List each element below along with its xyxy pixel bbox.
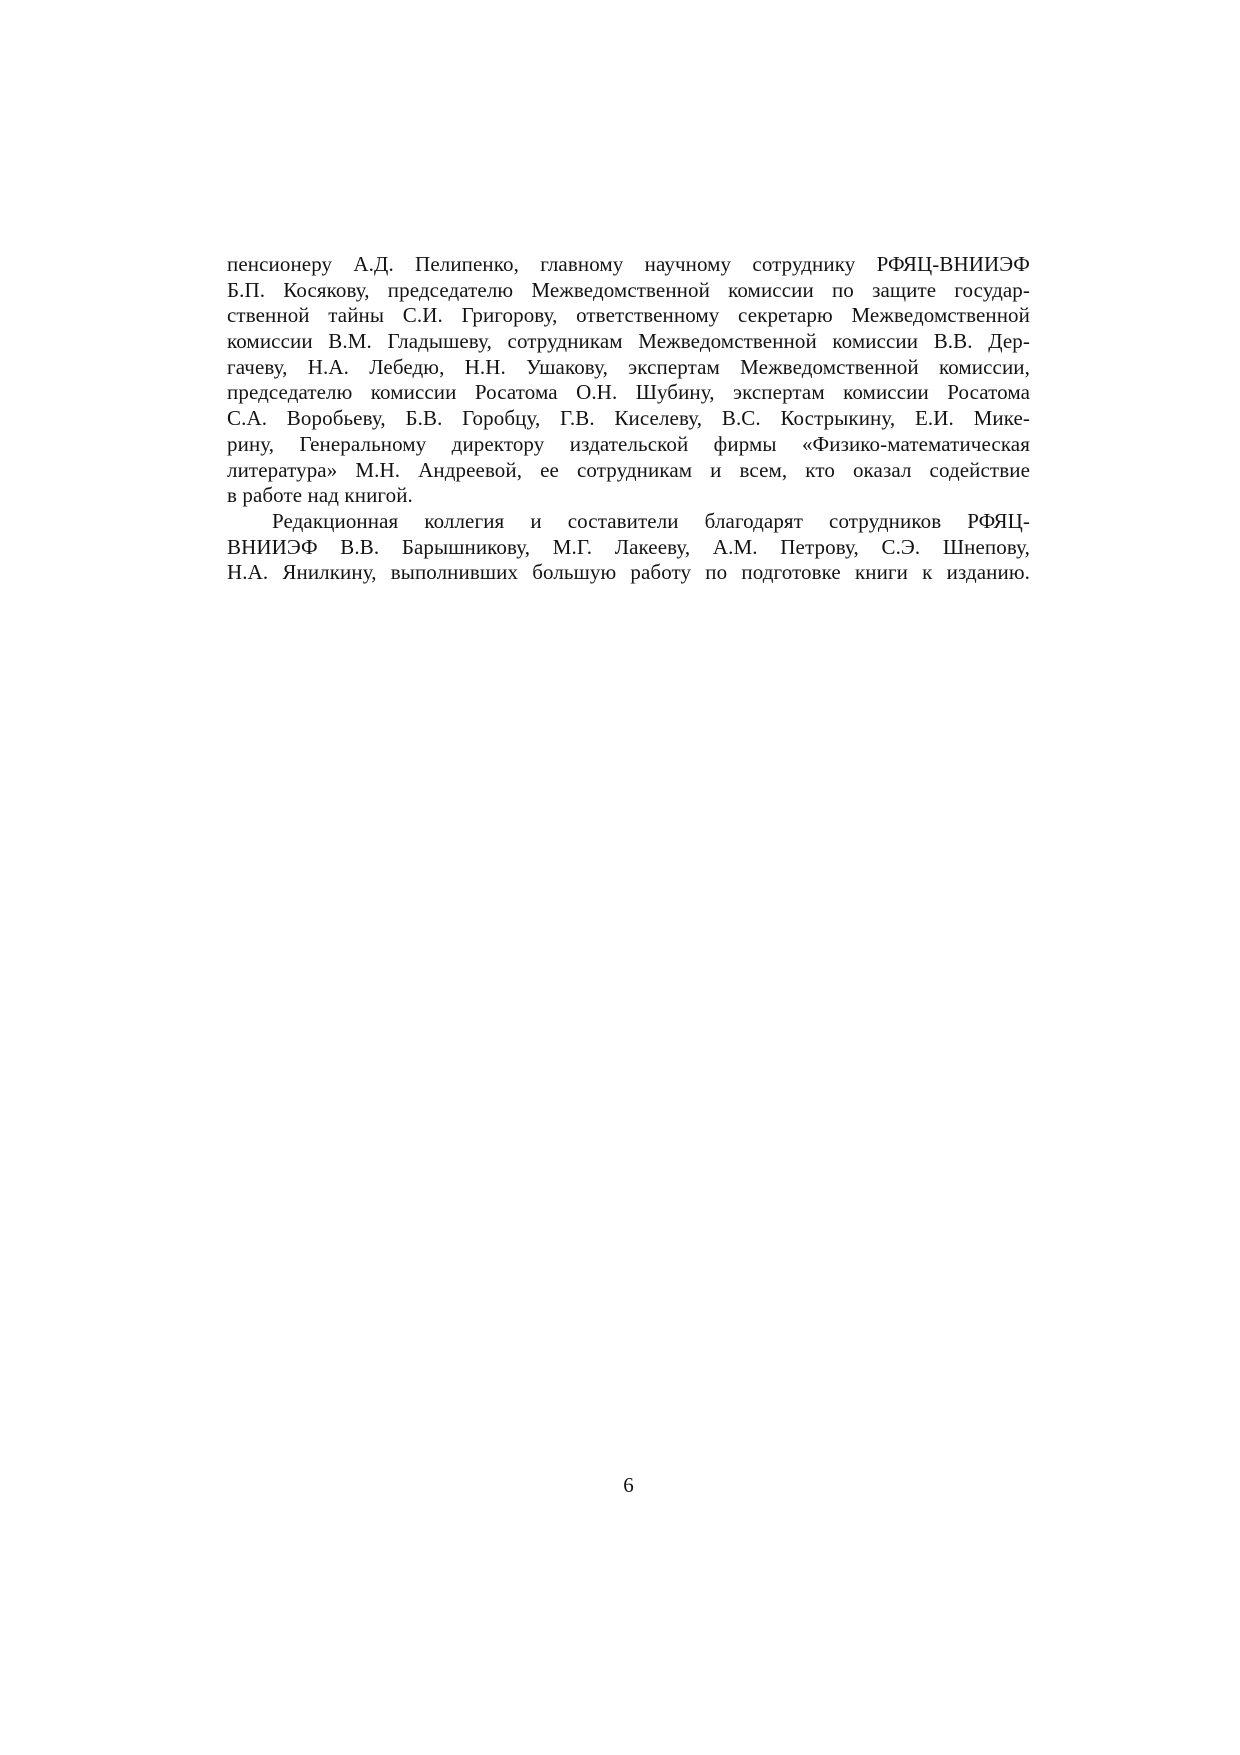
paragraph bbox=[227, 509, 1030, 586]
text-line: рину, Генеральному директору издательской фирмы «Физико-математическая bbox=[227, 431, 1030, 456]
page-number: 6 bbox=[623, 1473, 634, 1497]
text-line: С.А. Воробьеву, Б.В. Горобцу, Г.В. Киселеву, В.С. Кострыкину, Е.И. Мике- bbox=[227, 406, 1030, 431]
body-text bbox=[227, 252, 1030, 586]
text-line: пенсионеру А.Д. Пелипенко, главному научному сотруднику РФЯЦ-ВНИИЭФ bbox=[227, 252, 1030, 276]
text-line: Б.П. Косякову, председателю Межведомственной комиссии по защите государ- bbox=[227, 277, 1030, 302]
text-line: комиссии В.М. Гладышеву, сотрудникам Межведомственной комиссии В.В. Дер- bbox=[227, 329, 1030, 354]
text-line: в работе над книгой. bbox=[227, 483, 413, 508]
text-line: Н.А. Янилкину, выполнивших большую работу по подготовке книги к изданию. bbox=[227, 560, 1030, 585]
text-line: председателю комиссии Росатома О.Н. Шубину, экспертам комиссии Росатома bbox=[227, 380, 1030, 405]
text-line: гачеву, Н.А. Лебедю, Н.Н. Ушакову, экспертам Межведомственной комиссии, bbox=[227, 354, 1030, 379]
text-line: литература» М.Н. Андреевой, ее сотрудникам и всем, кто оказал содействие bbox=[227, 457, 1030, 482]
text-line: ВНИИЭФ В.В. Барышникову, М.Г. Лакееву, А.М. Петрову, С.Э. Шнепову, bbox=[227, 534, 1030, 559]
text-line: ственной тайны С.И. Григорову, ответственному секретарю Межведомственной bbox=[227, 303, 1030, 328]
text-line: Редакционная коллегия и составители благодарят сотрудников РФЯЦ- bbox=[272, 508, 1030, 533]
paragraph bbox=[227, 252, 1030, 509]
